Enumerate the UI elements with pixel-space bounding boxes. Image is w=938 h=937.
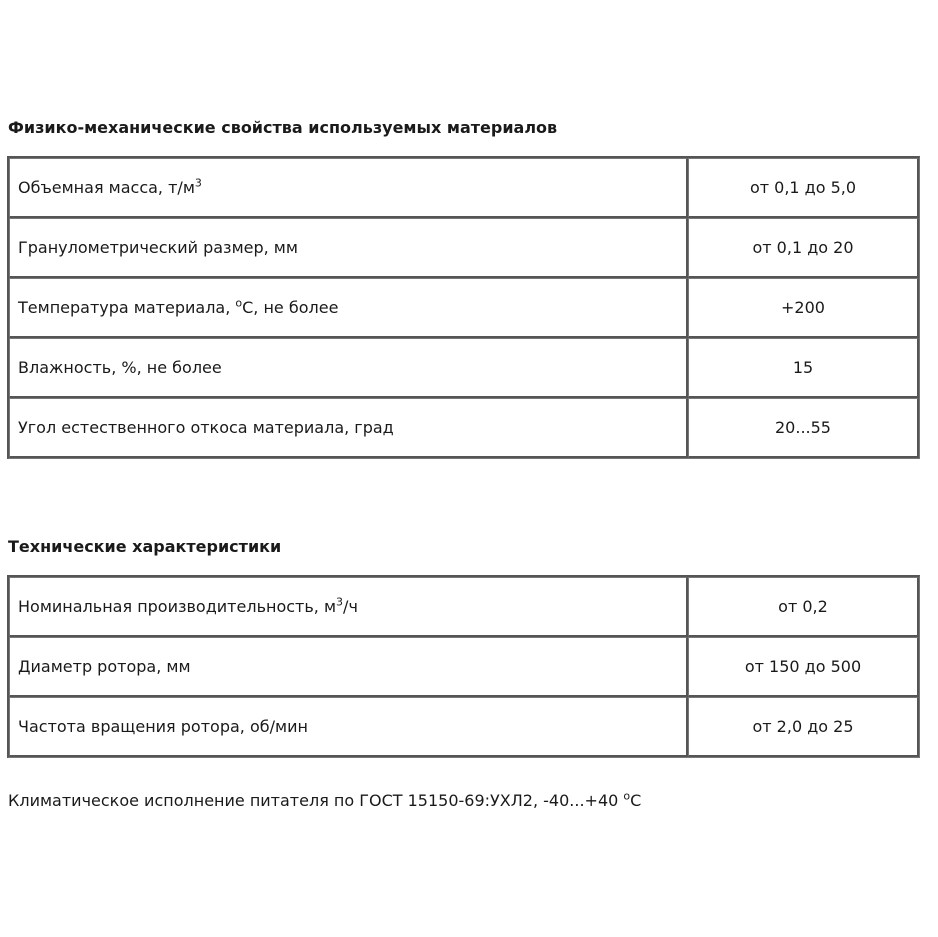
table-row bbox=[9, 577, 919, 637]
properties-table bbox=[7, 156, 920, 459]
table-row bbox=[9, 278, 919, 338]
row-value: 15 bbox=[688, 338, 919, 398]
specs-table bbox=[7, 575, 920, 758]
row-value: от 150 до 500 bbox=[688, 637, 919, 697]
row-value: от 2,0 до 25 bbox=[688, 697, 919, 757]
row-label: Температура материала, $^о$С, не более bbox=[9, 278, 688, 338]
section-title-properties: Физико-механические свойства используемых материалов bbox=[8, 118, 558, 137]
climate-note: Климатическое исполнение питателя по ГОСТ 15150-69:УХЛ2, -40...+40 $^о$С bbox=[8, 789, 642, 810]
row-value: от 0,1 до 20 bbox=[688, 218, 919, 278]
row-label: Угол естественного откоса материала, град bbox=[9, 398, 688, 458]
row-label: Влажность, %, не более bbox=[9, 338, 688, 398]
row-value: 20...55 bbox=[688, 398, 919, 458]
row-value: +200 bbox=[688, 278, 919, 338]
table-row bbox=[9, 697, 919, 757]
row-label: Диаметр ротора, мм bbox=[9, 637, 688, 697]
table-row bbox=[9, 637, 919, 697]
row-label: Номинальная производительность, $м^3/ч$ bbox=[9, 577, 688, 637]
table-row bbox=[9, 158, 919, 218]
table-row bbox=[9, 218, 919, 278]
row-label: Частота вращения ротора, об/мин bbox=[9, 697, 688, 757]
table-row bbox=[9, 398, 919, 458]
row-value: от 0,2 bbox=[688, 577, 919, 637]
row-label: Объемная масса, $т/м^3$ bbox=[9, 158, 688, 218]
table-row bbox=[9, 338, 919, 398]
section-title-specs: Технические характеристики bbox=[8, 537, 282, 556]
row-label: Гранулометрический размер, мм bbox=[9, 218, 688, 278]
row-value: от 0,1 до 5,0 bbox=[688, 158, 919, 218]
